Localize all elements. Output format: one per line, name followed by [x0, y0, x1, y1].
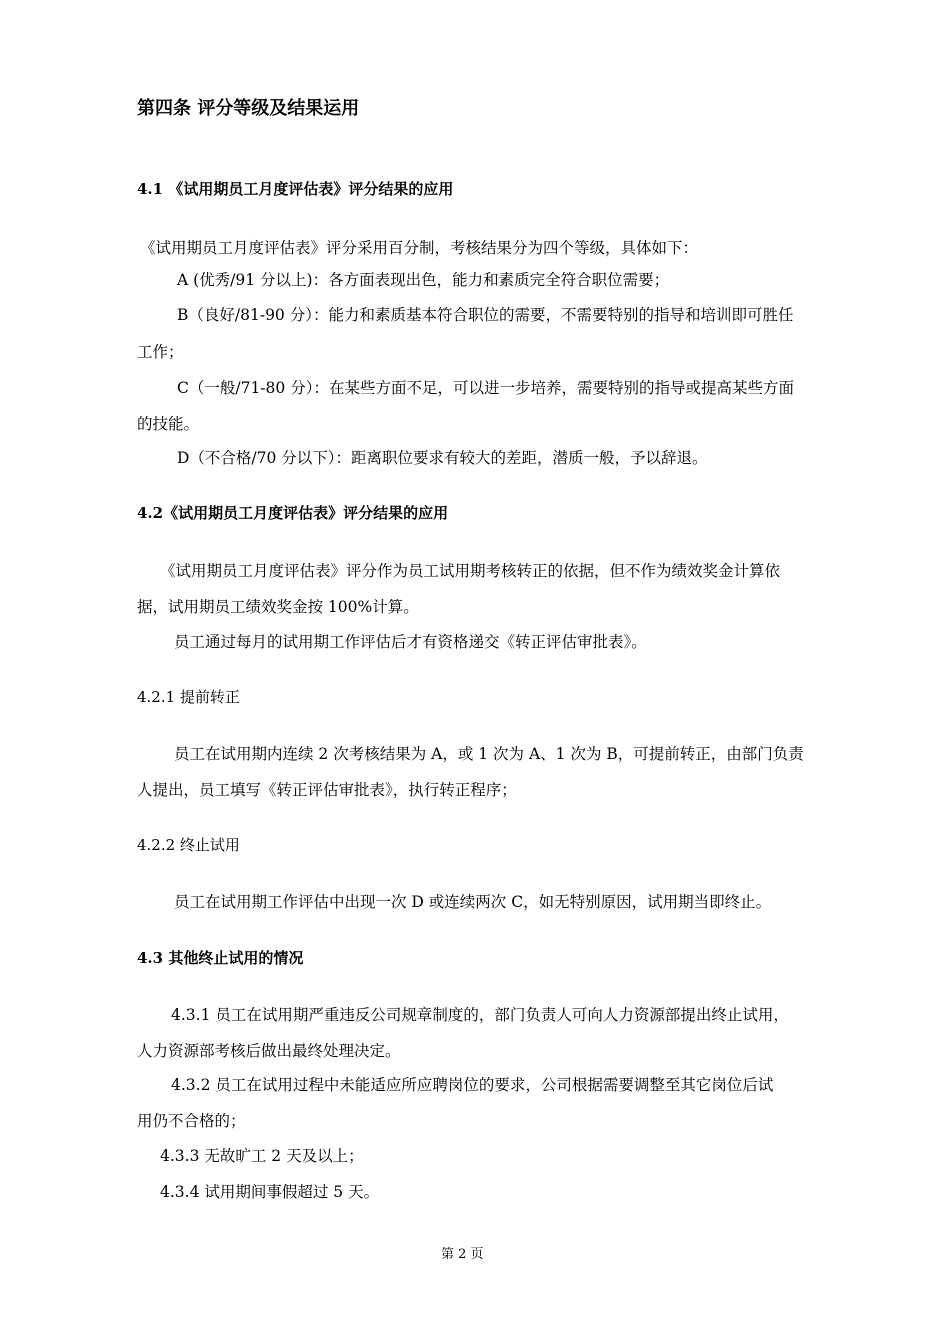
- item-4-3-1-line1: 4.3.1 员工在试用期严重违反公司规章制度的，部门负责人可向人力资源部提出终止试用，: [171, 1006, 789, 1024]
- grade-a-text: A (优秀/91 分以上)：各方面表现出色，能力和素质完全符合职位需要；: [177, 271, 670, 289]
- section-4-2-para1-line1: 《试用期员工月度评估表》评分作为员工试用期考核转正的依据，但不作为绩效奖金计算依: [160, 562, 781, 580]
- grade-d-text: D（不合格/70 分以下）：距离职位要求有较大的差距，潜质一般，予以辞退。: [177, 449, 708, 467]
- subsection-4-2-1-line2: 人提出，员工填写《转正评估审批表》，执行转正程序；: [137, 781, 517, 799]
- grade-b-text-line2: 工作；: [137, 343, 184, 361]
- section-4-2-para2: 员工通过每月的试用期工作评估后才有资格递交《转正评估审批表》。: [174, 633, 647, 651]
- subsection-4-2-2-line1: 员工在试用期工作评估中出现一次 D 或连续两次 C，如无特别原因，试用期当即终止。: [174, 893, 772, 911]
- item-4-3-4: 4.3.4 试用期间事假超过 5 天。: [160, 1183, 380, 1201]
- grade-c-text-line2: 的技能。: [137, 415, 200, 433]
- section-4-1-heading: 4.1 《试用期员工月度评估表》评分结果的应用: [137, 180, 454, 198]
- section-4-2-heading: 4.2《试用期员工月度评估表》评分结果的应用: [137, 504, 449, 522]
- grade-c-text-line1: C（一般/71-80 分）：在某些方面不足，可以进一步培养，需要特别的指导或提高某些方面: [177, 379, 794, 397]
- item-4-3-2-line2: 用仍不合格的；: [137, 1112, 246, 1130]
- section-4-3-heading: 4.3 其他终止试用的情况: [137, 949, 304, 967]
- subsection-4-2-1-heading: 4.2.1 提前转正: [137, 688, 240, 706]
- item-4-3-1-line2: 人力资源部考核后做出最终处理决定。: [137, 1042, 401, 1060]
- grade-b-text-line1: B（良好/81-90 分）：能力和素质基本符合职位的需要，不需要特别的指导和培训即可胜任: [177, 306, 794, 324]
- item-4-3-2-line1: 4.3.2 员工在试用过程中未能适应所应聘岗位的要求，公司根据需要调整至其它岗位后试: [171, 1076, 774, 1094]
- section-4-1-intro: 《试用期员工月度评估表》评分采用百分制，考核结果分为四个等级，具体如下：: [140, 239, 699, 257]
- subsection-4-2-1-line1: 员工在试用期内连续 2 次考核结果为 A，或 1 次为 A、1 次为 B，可提前转正，由部门负责: [174, 745, 804, 763]
- section-4-2-para1-line2: 据，试用期员工绩效奖金按 100%计算。: [137, 598, 419, 616]
- subsection-4-2-2-heading: 4.2.2 终止试用: [137, 836, 240, 854]
- item-4-3-3: 4.3.3 无故旷工 2 天及以上；: [160, 1147, 364, 1165]
- article-title: 第四条 评分等级及结果运用: [137, 98, 360, 119]
- page-number: 第 2 页: [441, 1247, 484, 1262]
